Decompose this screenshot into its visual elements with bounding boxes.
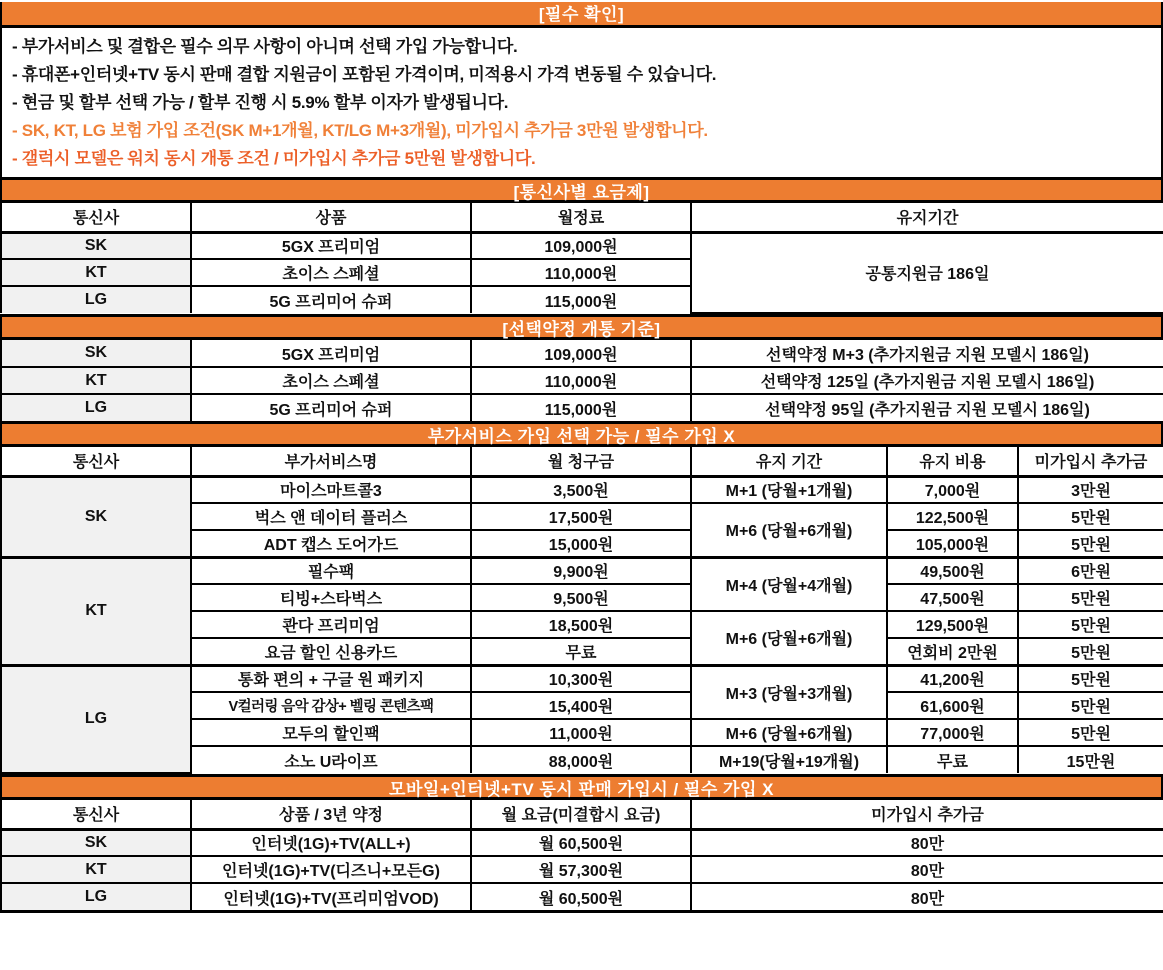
penalty-cell: 5만원	[1018, 665, 1163, 692]
price-cell: 월 60,500원	[471, 883, 691, 910]
contract-terms-cell: 선택약정 M+3 (추가지원금 지원 모델시 186일)	[691, 340, 1163, 367]
table-row	[1, 829, 1163, 856]
price-cell: 월 60,500원	[471, 829, 691, 856]
table-row	[1, 340, 1163, 367]
price-cell: 월 57,300원	[471, 856, 691, 883]
product-cell: 초이스 스페셜	[191, 367, 471, 394]
addons-table	[0, 447, 1163, 774]
period-cell: M+4 (당월+4개월)	[691, 557, 887, 611]
col-header-penalty: 미가입시 추가금	[1018, 447, 1163, 476]
price-cell: 109,000원	[471, 232, 691, 259]
fee-cell: 10,300원	[471, 665, 691, 692]
col-header-monthly-charge: 월 청구금	[471, 447, 691, 476]
price-cell: 109,000원	[471, 340, 691, 367]
carrier-plans-table	[0, 203, 1163, 314]
bundle-product-cell: 인터넷(1G)+TV(프리미엄VOD)	[191, 883, 471, 910]
addon-name-cell: 모두의 할인팩	[191, 719, 471, 746]
penalty-cell: 15만원	[1018, 746, 1163, 773]
price-cell: 110,000원	[471, 259, 691, 286]
note-line: - 부가서비스 및 결합은 필수 의무 사항이 아니며 선택 가입 가능합니다.	[12, 37, 518, 56]
select-contract-table	[0, 340, 1163, 421]
carrier-cell: KT	[1, 557, 191, 665]
addon-name-cell: 티빙+스타벅스	[191, 584, 471, 611]
cost-cell: 47,500원	[887, 584, 1018, 611]
cost-cell: 129,500원	[887, 611, 1018, 638]
product-cell: 초이스 스페셜	[191, 259, 471, 286]
addon-name-cell: 마이스마트콜3	[191, 476, 471, 503]
col-header-addon-name: 부가서비스명	[191, 447, 471, 476]
fee-cell: 9,900원	[471, 557, 691, 584]
carrier-cell: LG	[1, 286, 191, 313]
col-header-carrier: 통신사	[1, 447, 191, 476]
carrier-cell: KT	[1, 259, 191, 286]
penalty-cell: 5만원	[1018, 611, 1163, 638]
price-cell: 115,000원	[471, 286, 691, 313]
cost-cell: 연회비 2만원	[887, 638, 1018, 665]
period-cell: M+6 (당월+6개월)	[691, 611, 887, 665]
carrier-plans-band-title: [통신사별 요금제]	[0, 177, 1163, 203]
carrier-cell: KT	[1, 856, 191, 883]
bundle-band-title: 모바일+인터넷+TV 동시 판매 가입시 / 필수 가입 X	[0, 774, 1163, 800]
addon-name-cell: 요금 할인 신용카드	[191, 638, 471, 665]
table-header-row	[1, 203, 1163, 232]
col-header-carrier: 통신사	[1, 800, 191, 829]
cost-cell: 105,000원	[887, 530, 1018, 557]
cost-cell: 41,200원	[887, 665, 1018, 692]
period-cell: M+1 (당월+1개월)	[691, 476, 887, 503]
notice-band-title: [필수 확인]	[0, 2, 1163, 28]
col-header-bundle-product: 상품 / 3년 약정	[191, 800, 471, 829]
penalty-cell: 3만원	[1018, 476, 1163, 503]
fee-cell: 17,500원	[471, 503, 691, 530]
support-cell: 공통지원금 186일	[691, 232, 1163, 313]
cost-cell: 77,000원	[887, 719, 1018, 746]
fee-cell: 11,000원	[471, 719, 691, 746]
penalty-cell: 5만원	[1018, 692, 1163, 719]
carrier-cell: LG	[1, 665, 191, 773]
addon-name-cell: 소노 U라이프	[191, 746, 471, 773]
penalty-cell: 5만원	[1018, 584, 1163, 611]
fee-cell: 9,500원	[471, 584, 691, 611]
penalty-cell: 80만	[691, 856, 1163, 883]
col-header-product: 상품	[191, 203, 471, 232]
bundle-product-cell: 인터넷(1G)+TV(디즈니+모든G)	[191, 856, 471, 883]
fee-cell: 15,000원	[471, 530, 691, 557]
penalty-cell: 5만원	[1018, 719, 1163, 746]
period-cell: M+6 (당월+6개월)	[691, 719, 887, 746]
cost-cell: 7,000원	[887, 476, 1018, 503]
col-header-monthly-fee: 월정료	[471, 203, 691, 232]
period-cell: M+6 (당월+6개월)	[691, 503, 887, 557]
note-line: - 휴대폰+인터넷+TV 동시 판매 결합 지원금이 포함된 가격이며, 미적용시 가격 변동될 수 있습니다.	[12, 65, 717, 84]
table-row	[1, 476, 1163, 503]
table-header-row	[1, 800, 1163, 829]
table-row	[1, 232, 1163, 259]
cost-cell: 무료	[887, 746, 1018, 773]
product-cell: 5GX 프리미엄	[191, 340, 471, 367]
table-row	[1, 394, 1163, 421]
select-contract-band-title: [선택약정 개통 기준]	[0, 314, 1163, 340]
period-cell: M+19(당월+19개월)	[691, 746, 887, 773]
cost-cell: 61,600원	[887, 692, 1018, 719]
carrier-cell: SK	[1, 340, 191, 367]
cost-cell: 49,500원	[887, 557, 1018, 584]
penalty-cell: 5만원	[1018, 530, 1163, 557]
col-header-penalty: 미가입시 추가금	[691, 800, 1163, 829]
note-line: - 갤럭시 모델은 워치 동시 개통 조건 / 미가입시 추가금 5만원 발생합니다.	[12, 149, 536, 168]
fee-cell: 15,400원	[471, 692, 691, 719]
table-row	[1, 883, 1163, 910]
addon-name-cell: 필수팩	[191, 557, 471, 584]
carrier-cell: LG	[1, 394, 191, 421]
table-row	[1, 856, 1163, 883]
carrier-cell: SK	[1, 232, 191, 259]
addon-name-cell: ADT 캡스 도어가드	[191, 530, 471, 557]
period-cell: M+3 (당월+3개월)	[691, 665, 887, 719]
col-header-maintain-cost: 유지 비용	[887, 447, 1018, 476]
product-cell: 5G 프리미어 슈퍼	[191, 394, 471, 421]
carrier-cell: KT	[1, 367, 191, 394]
product-cell: 5GX 프리미엄	[191, 232, 471, 259]
col-header-maintain-period: 유지 기간	[691, 447, 887, 476]
product-cell: 5G 프리미어 슈퍼	[191, 286, 471, 313]
addons-band-title: 부가서비스 가입 선택 가능 / 필수 가입 X	[0, 421, 1163, 447]
fee-cell: 88,000원	[471, 746, 691, 773]
penalty-cell: 6만원	[1018, 557, 1163, 584]
table-row	[1, 367, 1163, 394]
col-header-maintain-period: 유지기간	[691, 203, 1163, 232]
table-row	[1, 557, 1163, 584]
fee-cell: 3,500원	[471, 476, 691, 503]
note-line: - SK, KT, LG 보험 가입 조건(SK M+1개월, KT/LG M+3개월), 미가입시 추가금 3만원 발생합니다.	[12, 121, 708, 140]
penalty-cell: 80만	[691, 883, 1163, 910]
carrier-cell: LG	[1, 883, 191, 910]
contract-terms-cell: 선택약정 95일 (추가지원금 지원 모델시 186일)	[691, 394, 1163, 421]
col-header-monthly-price: 월 요금(미결합시 요금)	[471, 800, 691, 829]
carrier-cell: SK	[1, 829, 191, 856]
penalty-cell: 5만원	[1018, 638, 1163, 665]
notice-notes	[0, 28, 1163, 177]
penalty-cell: 80만	[691, 829, 1163, 856]
addon-name-cell: 벅스 앤 데이터 플러스	[191, 503, 471, 530]
addon-name-cell: V컬러링 음악 감상+ 벨링 콘텐츠팩	[191, 692, 471, 719]
price-cell: 110,000원	[471, 367, 691, 394]
table-header-row	[1, 447, 1163, 476]
addon-name-cell: 콴다 프리미엄	[191, 611, 471, 638]
price-cell: 115,000원	[471, 394, 691, 421]
carrier-cell: SK	[1, 476, 191, 557]
table-row	[1, 665, 1163, 692]
bundle-product-cell: 인터넷(1G)+TV(ALL+)	[191, 829, 471, 856]
col-header-carrier: 통신사	[1, 203, 191, 232]
fee-cell: 18,500원	[471, 611, 691, 638]
fee-cell: 무료	[471, 638, 691, 665]
contract-terms-cell: 선택약정 125일 (추가지원금 지원 모델시 186일)	[691, 367, 1163, 394]
bundle-table	[0, 800, 1163, 910]
addon-name-cell: 통화 편의 + 구글 원 패키지	[191, 665, 471, 692]
cost-cell: 122,500원	[887, 503, 1018, 530]
note-line: - 현금 및 할부 선택 가능 / 할부 진행 시 5.9% 할부 이자가 발생됩니다.	[12, 93, 509, 112]
penalty-cell: 5만원	[1018, 503, 1163, 530]
